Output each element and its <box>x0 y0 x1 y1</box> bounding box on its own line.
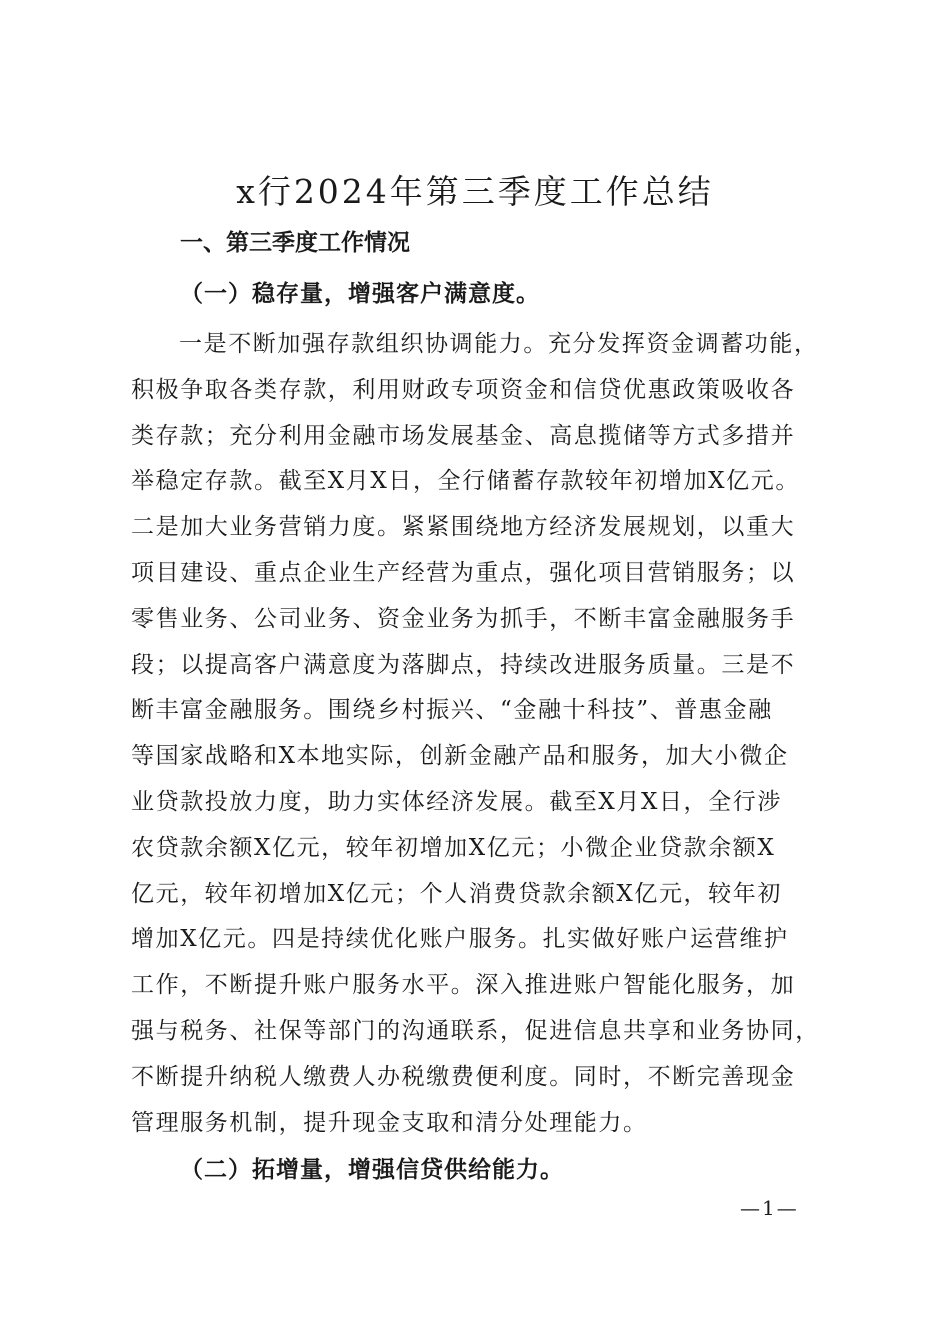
paragraph-line: 断丰富金融服务。围绕乡村振兴、“金融十科技”、普惠金融 <box>131 697 773 724</box>
body-paragraph <box>131 322 831 1146</box>
paragraph-line: 零售业务、公司业务、资金业务为抓手，不断丰富金融服务手 <box>131 605 796 632</box>
paragraph-line: 积极争取各类存款，利用财政专项资金和信贷优惠政策吸收各 <box>131 376 796 403</box>
paragraph-line: 亿元，较年初增加X亿元；个人消费贷款余额X亿元，较年初 <box>131 880 782 907</box>
paragraph-line: 段；以提高客户满意度为落脚点，持续改进服务质量。三是不 <box>131 651 796 678</box>
paragraph-line: 类存款；充分利用金融市场发展基金、高息揽储等方式多措并 <box>131 422 796 449</box>
subsection-heading-1: （一）稳存量，增强客户满意度。 <box>180 280 540 307</box>
paragraph-line: 工作，不断提升账户服务水平。深入推进账户智能化服务，加 <box>131 972 796 999</box>
page-number: —1— <box>740 1196 799 1220</box>
paragraph-line: 举稳定存款。截至X月X日，全行储蓄存款较年初增加X亿元。 <box>131 468 800 495</box>
subsection-heading-2: （二）拓增量，增强信贷供给能力。 <box>180 1156 564 1183</box>
section-heading-1: 一、第三季度工作情况 <box>180 230 410 256</box>
paragraph-line: 管理服务机制，提升现金支取和清分处理能力。 <box>131 1109 648 1136</box>
paragraph-line: 不断提升纳税人缴费人办税缴费便利度。同时，不断完善现金 <box>131 1063 796 1090</box>
paragraph-line: 增加X亿元。四是持续优化账户服务。扎实做好账户运营维护 <box>131 926 789 953</box>
paragraph-line: 农贷款余额X亿元，较年初增加X亿元；小微企业贷款余额X <box>131 834 776 861</box>
paragraph-line: 业贷款投放力度，助力实体经济发展。截至X月X日，全行涉 <box>131 788 782 815</box>
paragraph-line: 项目建设、重点企业生产经营为重点，强化项目营销服务；以 <box>131 559 796 586</box>
paragraph-line: 一是不断加强存款组织协调能力。充分发挥资金调蓄功能， <box>179 331 819 357</box>
document-title: x行2024年第三季度工作总结 <box>236 172 714 211</box>
paragraph-line: 强与税务、社保等部门的沟通联系，促进信息共享和业务协同， <box>131 1017 820 1044</box>
paragraph-line: 等国家战略和X本地实际，创新金融产品和服务，加大小微企 <box>131 743 789 770</box>
paragraph-line: 二是加大业务营销力度。紧紧围绕地方经济发展规划，以重大 <box>131 514 796 541</box>
